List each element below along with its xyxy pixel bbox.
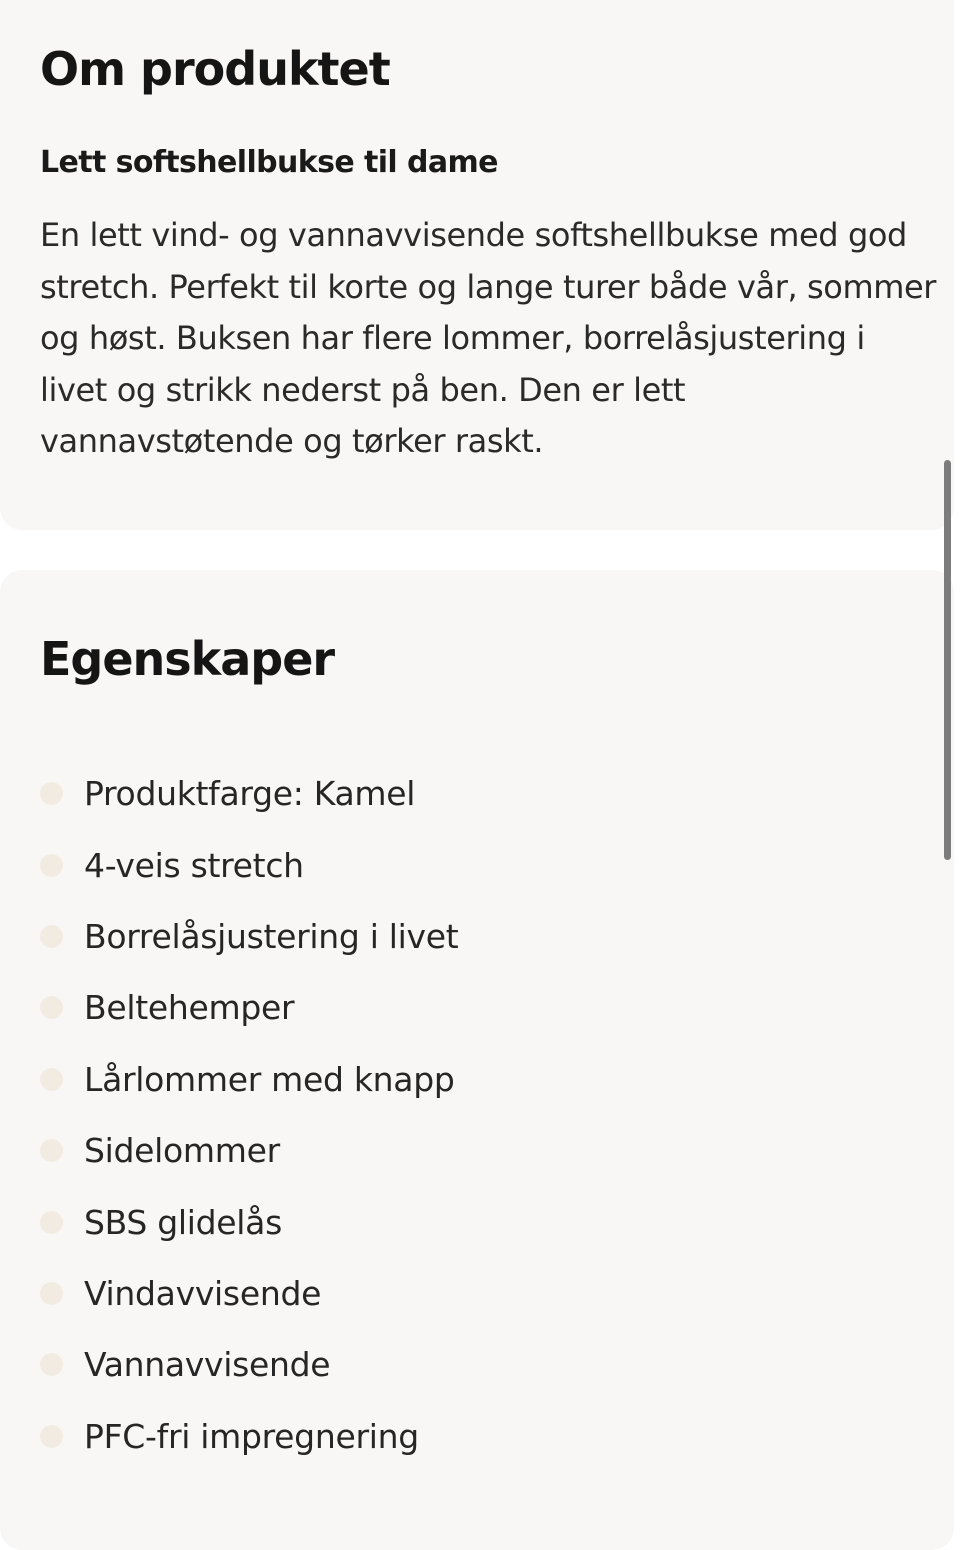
property-label: PFC-fri impregnering xyxy=(84,1416,419,1456)
property-label: Beltehemper xyxy=(84,988,295,1028)
bullet-icon xyxy=(40,925,63,948)
list-item xyxy=(40,901,458,972)
list-item xyxy=(40,1044,458,1115)
list-item xyxy=(40,972,458,1043)
list-item xyxy=(40,1186,458,1257)
properties-list xyxy=(40,758,458,1472)
product-subtitle: Lett softshellbukse til dame xyxy=(40,145,498,180)
bullet-icon xyxy=(40,996,63,1019)
bullet-icon xyxy=(40,1282,63,1305)
bullet-icon xyxy=(40,1211,63,1234)
list-item xyxy=(40,829,458,900)
property-label: Produktfarge: Kamel xyxy=(84,774,416,814)
scrollbar[interactable] xyxy=(944,460,951,860)
bullet-icon xyxy=(40,1353,63,1376)
property-label: Vindavvisende xyxy=(84,1273,322,1313)
property-label: Sidelommer xyxy=(84,1131,280,1171)
list-item xyxy=(40,758,458,829)
bullet-icon xyxy=(40,1068,63,1091)
bullet-icon xyxy=(40,854,63,877)
about-product-title: Om produktet xyxy=(40,42,390,96)
property-label: Vannavvisende xyxy=(84,1345,331,1385)
property-label: 4-veis stretch xyxy=(84,845,304,885)
bullet-icon xyxy=(40,1139,63,1162)
list-item xyxy=(40,1329,458,1400)
product-description: En lett vind- og vannavvisende softshellbukse med god stretch. Perfekt til korte og lange turer både vår, sommer og høst. Buksen har flere lommer, borrelåsjustering i livet og strikk nederst på ben. Den er lett vannavstøtende og tørker raskt. xyxy=(40,216,937,460)
list-item xyxy=(40,1401,458,1472)
property-label: Lårlommer med knapp xyxy=(84,1059,455,1099)
bullet-icon xyxy=(40,1425,63,1448)
list-item xyxy=(40,1258,458,1329)
property-label: Borrelåsjustering i livet xyxy=(84,916,459,956)
list-item xyxy=(40,1115,458,1186)
bullet-icon xyxy=(40,782,63,805)
property-label: SBS glidelås xyxy=(84,1202,282,1242)
properties-title: Egenskaper xyxy=(40,632,335,686)
